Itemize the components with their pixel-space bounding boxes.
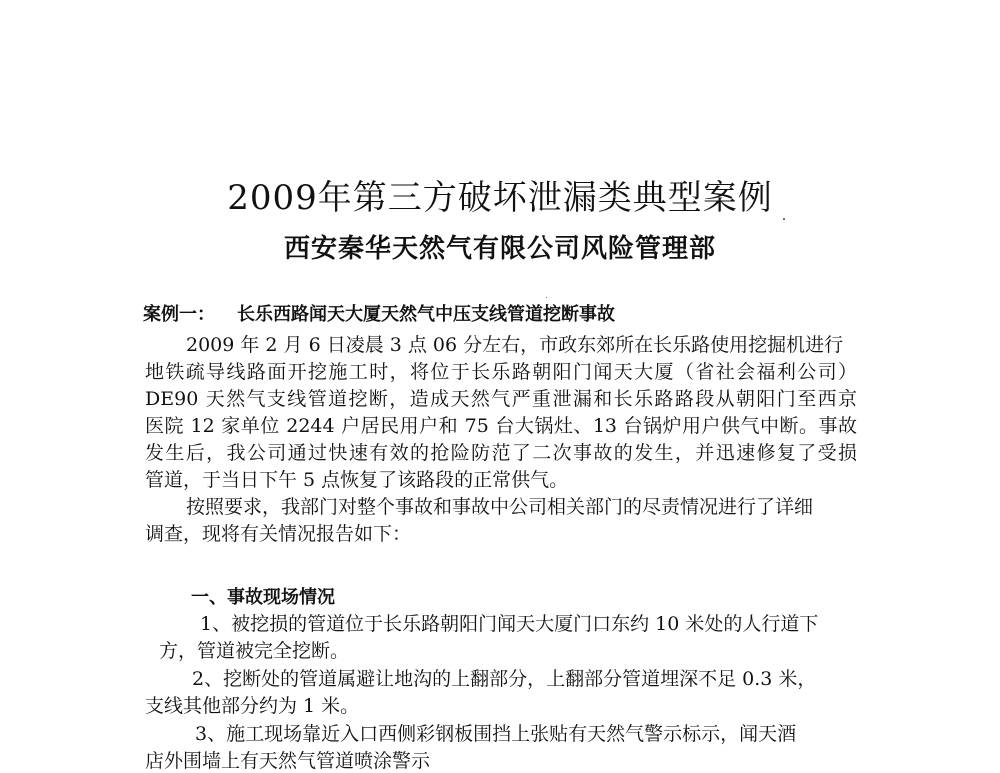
list-item-line: 支线其他部分约为 1 米。: [145, 695, 360, 717]
paragraph-line: DE90 天然气支线管道挖断，造成天然气严重泄漏和长乐路路段从朝阳门至西京: [145, 388, 857, 410]
case-title: 长乐西路闻天大厦天然气中压支线管道挖断事故: [237, 304, 615, 325]
section-heading: 一、事故现场情况: [191, 587, 335, 608]
paragraph-line: 地铁疏导线路面开挖施工时，将位于长乐路朝阳门闻天大厦（省社会福利公司）: [145, 361, 857, 383]
list-item-line: 3、施工现场靠近入口西侧彩钢板围挡上张贴有天然气警示标示，闻天酒: [195, 723, 797, 745]
scan-speck: [546, 297, 547, 298]
paragraph-line: 2009 年 2 月 6 日凌晨 3 点 06 分左右，市政东郊所在长乐路使用挖掘机进行: [186, 334, 844, 356]
paragraph-line: 按照要求，我部门对整个事故和事故中公司相关部门的尽责情况进行了详细: [186, 496, 814, 518]
list-item-line: 1、被挖损的管道位于长乐路朝阳门闻天大厦门口东约 10 米处的人行道下: [200, 613, 819, 635]
case-label: 案例一：: [143, 304, 215, 325]
list-item-line: 方，管道被完全挖断。: [159, 640, 350, 662]
paragraph-line: 管道，于当日下午 5 点恢复了该路段的正常供气。: [145, 469, 569, 491]
list-item-line: 2、挖断处的管道属避让地沟的上翻部分，上翻部分管道埋深不足 0.3 米，: [192, 668, 817, 690]
list-item-line: 店外围墙上有天然气管道喷涂警示: [145, 750, 431, 772]
case-heading: [143, 303, 615, 327]
document-subtitle: 西安秦华天然气有限公司风险管理部: [283, 234, 716, 264]
paragraph-line: 调查，现将有关情况报告如下：: [145, 523, 412, 545]
document-title: 2009年第三方破坏泄漏类典型案例: [227, 178, 773, 218]
scan-speck: [783, 218, 785, 220]
paragraph-line: 发生后，我公司通过快速有效的抢险防范了二次事故的发生，并迅速修复了受损: [145, 442, 857, 464]
paragraph-line: 医院 12 家单位 2244 户居民用户和 75 台大锅灶、13 台锅炉用户供气中断。事故: [145, 415, 857, 437]
